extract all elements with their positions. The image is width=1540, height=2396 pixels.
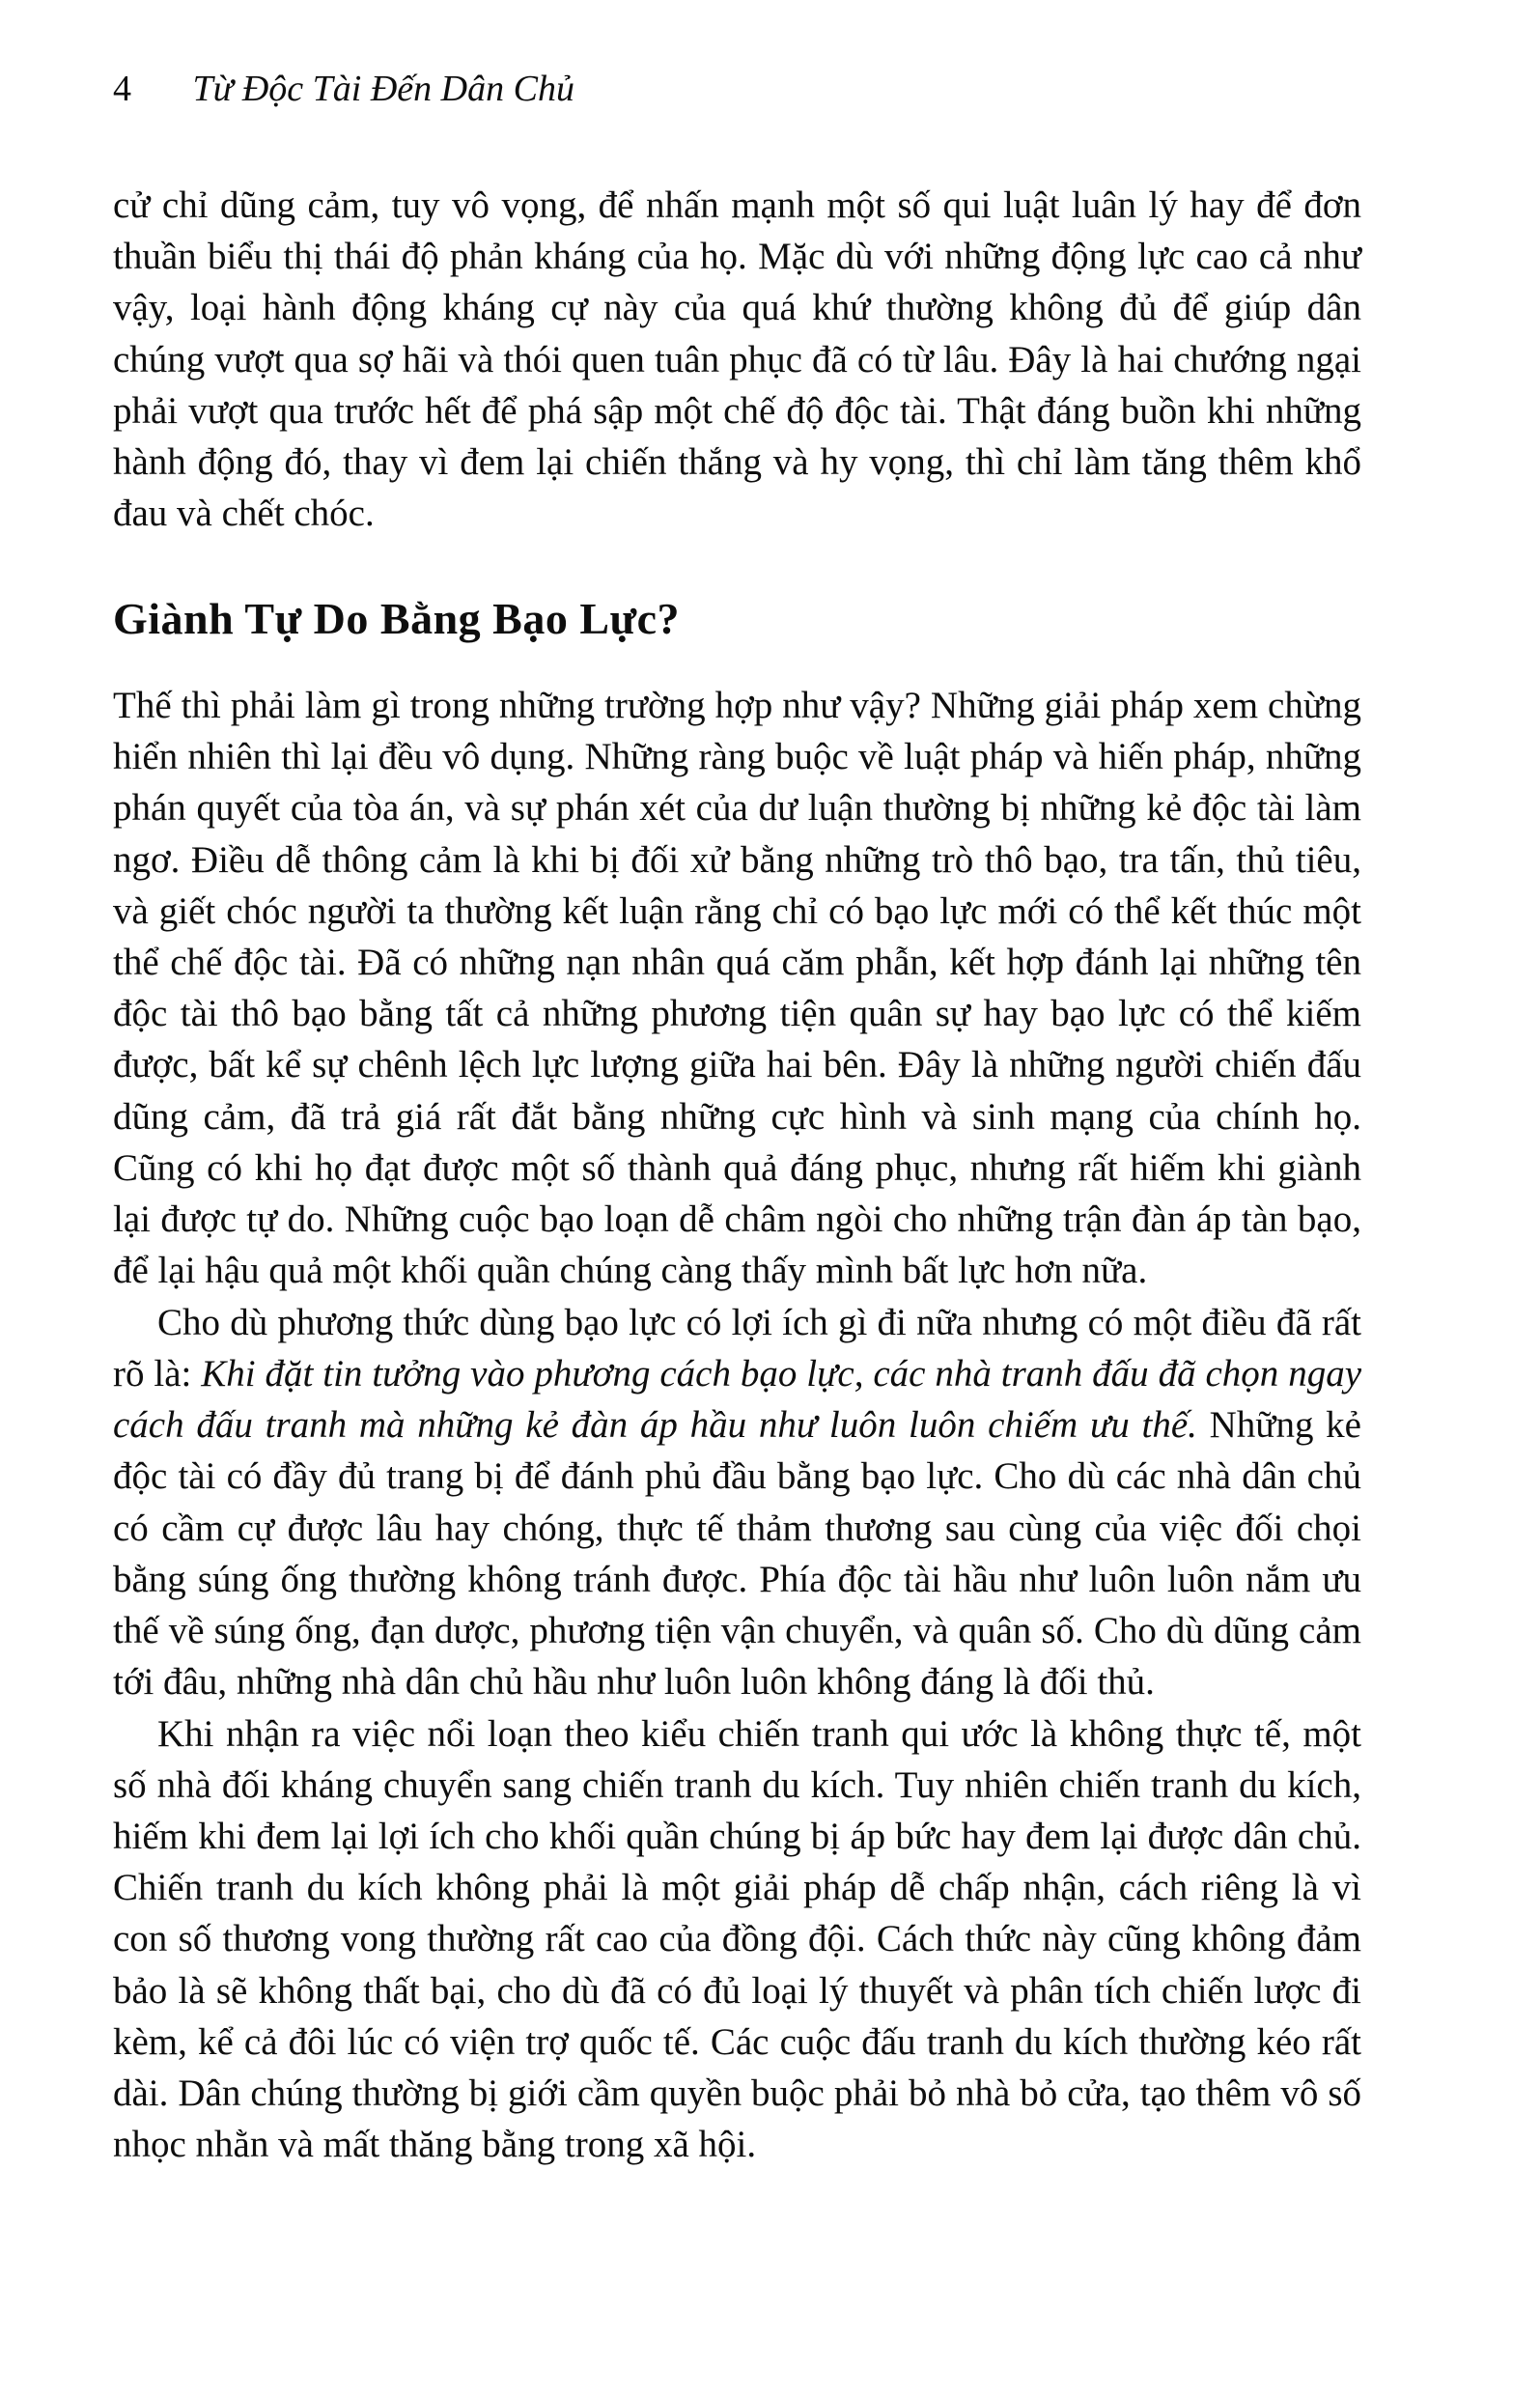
paragraph-continuation: cử chỉ dũng cảm, tuy vô vọng, để nhấn mạnh một số qui luật luân lý hay để đơn thuần biểu thị thái độ phản kháng của họ. Mặc dù với những động lực cao cả như vậy, loại hành động kháng cự này của quá khứ thường không đủ để giúp dân chúng vượt qua sợ hãi và thói quen tuân phục đã có từ lâu. Đây là hai chướng ngại phải vượt qua trước hết để phá sập một chế độ độc tài. Thật đáng buồn khi những hành động đó, thay vì đem lại chiến thắng và hy vọng, thì chỉ làm tăng thêm khổ đau và chết chóc. (113, 184, 1361, 535)
paragraph-after-heading: Thế thì phải làm gì trong những trường hợp như vậy? Những giải pháp xem chừng hiển nhiên thì lại đều vô dụng. Những ràng buộc về luật pháp và hiến pháp, những phán quyết của tòa án, và sự phán xét của dư luận thường bị những kẻ độc tài làm ngơ. Điều dễ thông cảm là khi bị đối xử bằng những trò thô bạo, tra tấn, thủ tiêu, và giết chóc người ta thường kết luận rằng chỉ có bạo lực mới có thể kết thúc một thể chế độc tài. Đã có những nạn nhân quá căm phẫn, kết hợp đánh lại những tên độc tài thô bạo bằng tất cả những phương tiện quân sự hay bạo lực có thể kiếm được, bất kể sự chênh lệch lực lượng giữa hai bên. Đây là những người chiến đấu dũng cảm, đã trả giá rất đắt bằng những cực hình và sinh mạng của chính họ. Cũng có khi họ đạt được một số thành quả đáng phục, nhưng rất hiếm khi giành lại được tự do. Những cuộc bạo loạn dễ châm ngòi cho những trận đàn áp tàn bạo, để lại hậu quả một khối quần chúng càng thấy mình bất lực hơn nữa. (113, 684, 1361, 1292)
italic-emphasis-passage: Khi đặt tin tưởng vào phương cách bạo lực, các nhà tranh đấu đã chọn ngay cách đấu tranh mà những kẻ đàn áp hầu như luôn luôn chiếm ưu thế. (113, 1352, 1362, 1447)
paragraph-guerrilla-warfare: Khi nhận ra việc nổi loạn theo kiểu chiến tranh qui ước là không thực tế, một số nhà đối kháng chuyển sang chiến tranh du kích. Tuy nhiên chiến tranh du kích, hiếm khi đem lại lợi ích cho khối quần chúng bị áp bức hay đem lại được dân chủ. Chiến tranh du kích không phải là một giải pháp dễ chấp nhận, cách riêng là vì con số thương vong thường rất cao của đồng đội. Cách thức này cũng không đảm bảo là sẽ không thất bại, cho dù đã có đủ loại lý thuyết và phân tích chiến lược đi kèm, kể cả đôi lúc có viện trợ quốc tế. Các cuộc đấu tranh du kích thường kéo rất dài. Dân chúng thường bị giới cầm quyền buộc phải bỏ nhà bỏ cửa, tạo thêm vô số nhọc nhằn và mất thăng bằng trong xã hội. (113, 1712, 1361, 2166)
section-heading: Giành Tự Do Bằng Bạo Lực? (113, 593, 681, 643)
page-header (113, 68, 1361, 112)
paragraph-roman-segment: Cho dù phương thức dùng bạo lực có lợi ích gì đi nữa nhưng có một điều đã rất rõ là: (113, 1301, 1361, 1395)
running-head-title: Từ Độc Tài Đến Dân Chủ (192, 69, 574, 109)
page-body (113, 180, 1361, 2171)
paragraph-with-italic-passage (113, 1297, 1361, 1708)
paragraph-roman-segment: Những kẻ độc tài có đầy đủ trang bị để đánh phủ đầu bằng bạo lực. Cho dù các nhà dân chủ có cầm cự được lâu hay chóng, thực tế thảm thương sau cùng của việc đối chọi bằng súng ống thường không tránh được. Phía độc tài hầu như luôn luôn nắm ưu thế về súng ống, đạn dược, phương tiện vận chuyển, và quân số. Cho dù dũng cảm tới đâu, những nhà dân chủ hầu như luôn luôn không đáng là đối thủ. (113, 1404, 1361, 1704)
page-number: 4 (113, 69, 131, 109)
